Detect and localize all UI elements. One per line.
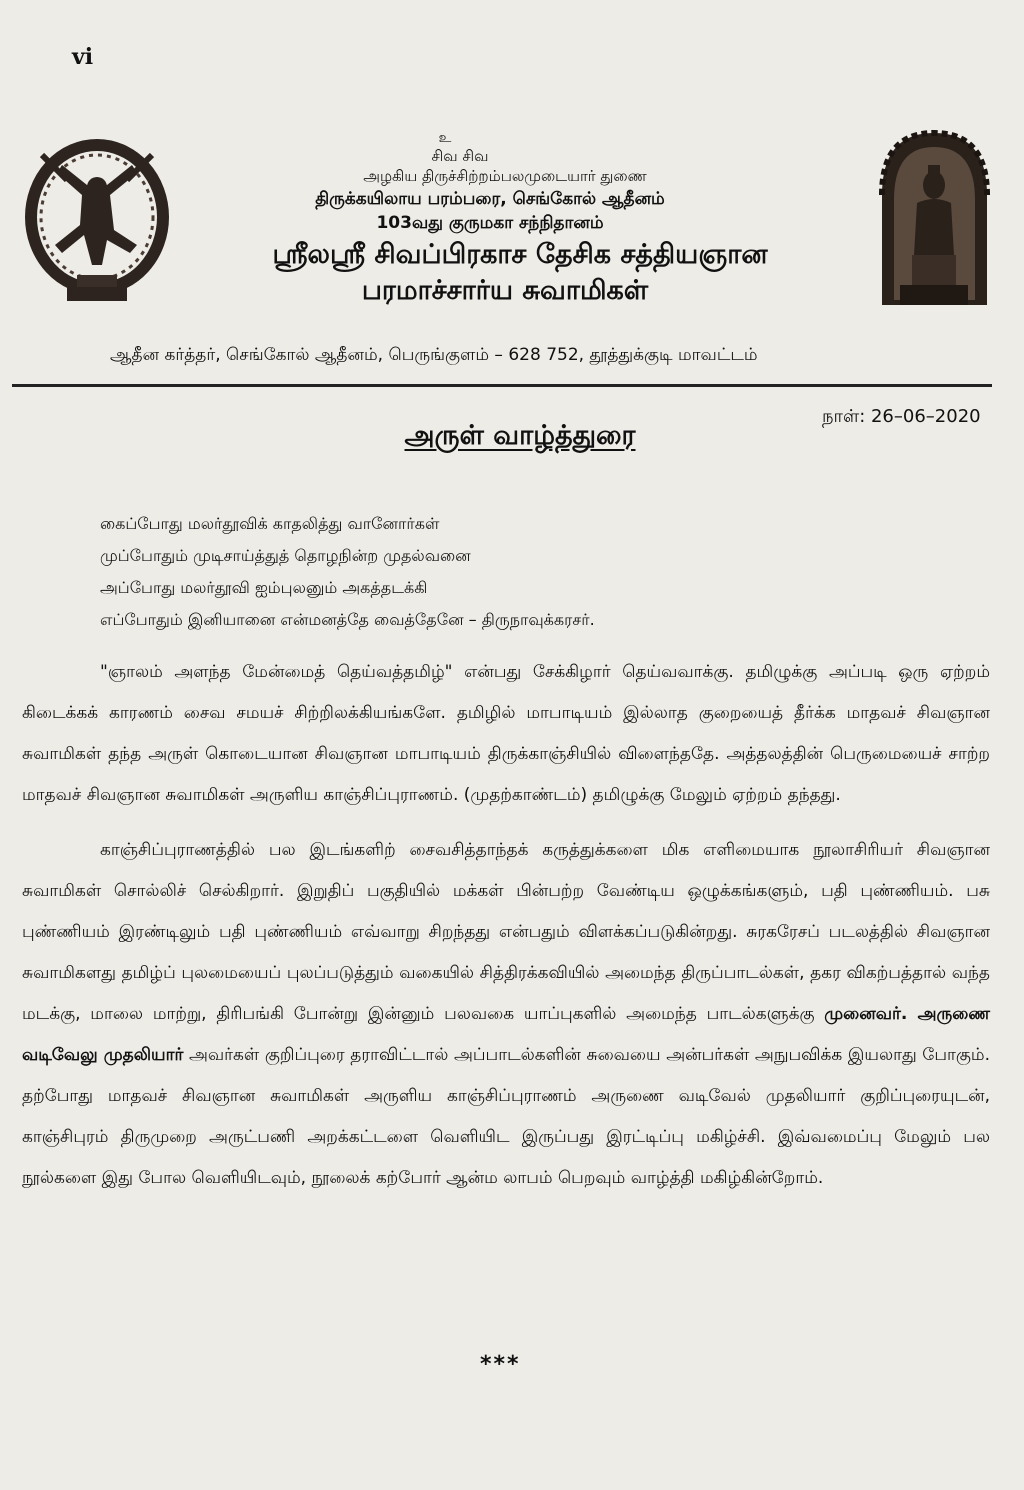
paragraph: "ஞாலம் அளந்த மேன்மைத் தெய்வத்தமிழ்" என்பது சேக்கிழார் தெய்வவாக்கு. தமிழுக்கு அப்படி ஒரு ஏற்றம் கிடைக்கக் காரணம் சைவ சமயச் சிற்றிலக்கியங்களே. தமிழில் மாபாடியம் இல்லாத குறையைத் தீர்க்க மாதவச் சிவஞான சுவாமிகள் தந்த அருள் கொடையான சிவஞான மாபாடியம் திருக்காஞ்சியில் விளைந்ததே. அத்தலத்தின் பெருமையைச் சாற்ற மாதவச் சிவஞான சுவாமிகள் அருளிய காஞ்சிப்புராணம். (முதற்காண்டம்) தமிழுக்கு மேலும் ஏற்றம் தந்தது. bbox=[22, 662, 990, 805]
author-name: முனைவர். அருணை வடிவேலு முதலியார் bbox=[22, 1004, 990, 1065]
header-line1: சிவ சிவ bbox=[431, 147, 489, 165]
address-line: ஆதீன கர்த்தர், செங்கோல் ஆதீனம், பெருங்குளம் – 628 752, தூத்துக்குடி மாவட்டம் bbox=[110, 345, 758, 365]
paragraph-text: அவர்கள் குறிப்புரை தராவிட்டால் அப்பாடல்களின் சுவையை அன்பர்கள் அநுபவிக்க இயலாது போகும். தற்போது மாதவச் சிவஞான சுவாமிகள் அருளிய காஞ்சிப்புராணம் அருணை வடிவேல் முதலியார் குறிப்புரையுடன், காஞ்சிபுரம் திருமுறை அருட்பணி அறக்கட்டளை வெளியிட இருப்பது இரட்டிப்பு மகிழ்ச்சி. இவ்வமைப்பு மேலும் பல நூல்களை இது போல வெளியிடவும், நூலைக் கற்போர் ஆன்ம லாபம் பெறவும் வாழ்த்தி மகிழ்கின்றோம். bbox=[22, 1045, 990, 1188]
body-text bbox=[22, 652, 990, 1213]
verse-line: கைப்போது மலர்தூவிக் காதலித்து வானோர்கள் bbox=[100, 514, 440, 533]
page-title: அருள் வாழ்த்துரை bbox=[404, 420, 636, 451]
date: நாள்: 26–06–2020 bbox=[822, 406, 981, 427]
header-line4: 103வது குருமகா சந்நிதானம் bbox=[376, 213, 604, 233]
deity-idol-icon bbox=[872, 125, 997, 315]
header-line2: அழகிய திருச்சிற்றம்பலமுடையார் துணை bbox=[363, 167, 647, 185]
header-line3: திருக்கயிலாய பரம்பரை, செங்கோல் ஆதீனம் bbox=[315, 189, 665, 209]
verse-line: எப்போதும் இனியானை என்மனத்தே வைத்தேனே – திருநாவுக்கரசர். bbox=[100, 610, 595, 629]
letterhead bbox=[180, 130, 860, 309]
paragraph-text: காஞ்சிப்புராணத்தில் பல இடங்களிற் சைவசித்தாந்தக் கருத்துக்களை மிக எளிமையாக நூலாசிரியர் சிவஞான சுவாமிகள் சொல்லிச் செல்கிறார். இறுதிப் பகுதியில் மக்கள் பின்பற்ற வேண்டிய ஒழுக்கங்களும், பதி புண்ணியம். பசு புண்ணியம் இரண்டிலும் பதி புண்ணியம் எவ்வாறு சிறந்தது என்பதும் விளக்கப்படுகின்றது. சுரகரேசப் படலத்தில் சிவஞான சுவாமிகளது தமிழ்ப் புலமையைப் புலப்படுத்தும் வகையில் சித்திரக்கவியில் அமைந்த திருப்பாடல்கள், தகர விகற்பத்தால் வந்த மடக்கு, மாலை மாற்று, திரிபங்கி போன்று இன்னும் பலவகை யாப்புகளில் அமைந்த பாடல்களுக்கு bbox=[22, 840, 990, 1024]
paragraph bbox=[22, 830, 990, 1199]
verse-line: அப்போது மலர்தூவி ஐம்புலனும் அகத்தடக்கி bbox=[100, 578, 428, 597]
verse-line: முப்போதும் முடிசாய்த்துத் தொழநின்ற முதல்வனை bbox=[100, 546, 471, 565]
header-name-line2: பரமாச்சார்ய சுவாமிகள் bbox=[361, 275, 649, 306]
header-name-line1: ஸ்ரீலஸ்ரீ சிவப்பிரகாச தேசிக சத்தியஞான bbox=[272, 239, 768, 270]
header-symbol: உ bbox=[438, 130, 452, 146]
verse-block bbox=[100, 508, 900, 636]
end-mark: *** bbox=[480, 1352, 521, 1377]
page-number: vi bbox=[72, 44, 94, 70]
header-divider bbox=[12, 384, 992, 387]
